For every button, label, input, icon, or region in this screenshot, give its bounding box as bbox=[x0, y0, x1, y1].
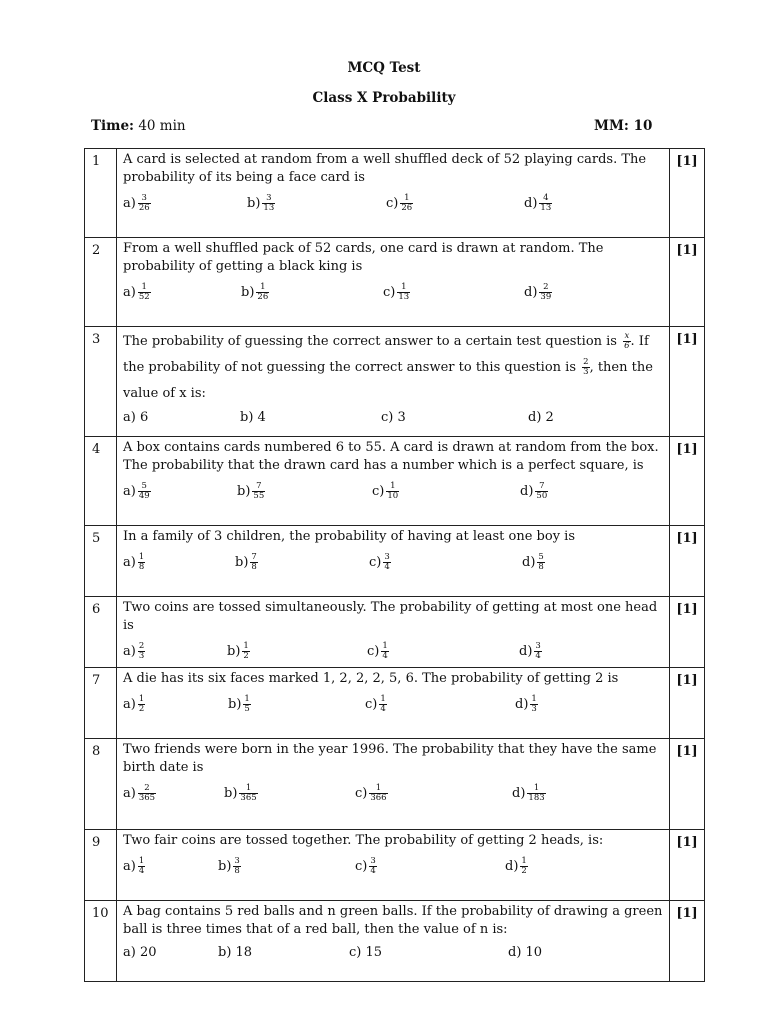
option-list bbox=[123, 546, 663, 578]
fraction: $\frac{1}{26}$ bbox=[257, 282, 269, 302]
question-number: 1 bbox=[85, 149, 117, 238]
time-info bbox=[91, 118, 186, 134]
page-subtitle: Class X Probability bbox=[312, 90, 456, 106]
option-d[interactable]: d) 10 bbox=[508, 945, 543, 960]
fraction: $\frac{2}{39}$ bbox=[540, 282, 552, 302]
option-c[interactable]: c) 3 bbox=[381, 410, 406, 425]
option-b[interactable]: b) $\frac{7}{55}$ bbox=[237, 481, 265, 501]
option-d[interactable]: d) $\frac{1}{183}$ bbox=[512, 783, 545, 803]
question-marks: [1] bbox=[670, 901, 705, 982]
question-row bbox=[85, 668, 705, 739]
fraction: $\frac{1}{4}$ bbox=[138, 856, 145, 876]
fraction: $\frac{1}{366}$ bbox=[370, 783, 387, 803]
option-d[interactable]: d) $\frac{2}{39}$ bbox=[524, 282, 552, 302]
question-marks: [1] bbox=[670, 830, 705, 901]
fraction: $\frac{1}{4}$ bbox=[382, 641, 388, 661]
option-d[interactable]: d) $\frac{1}{3}$ bbox=[515, 694, 537, 714]
option-a[interactable]: a) $\frac{1}{2}$ bbox=[123, 694, 145, 714]
question-row bbox=[85, 526, 705, 597]
option-c[interactable]: c) $\frac{3}{4}$ bbox=[369, 552, 390, 572]
option-c[interactable]: c) 15 bbox=[349, 945, 383, 960]
fraction: $\frac{1}{8}$ bbox=[138, 552, 145, 572]
question-number: 4 bbox=[85, 437, 117, 526]
fraction: $\frac{3}{26}$ bbox=[138, 193, 150, 213]
fraction: $\frac{1}{3}$ bbox=[531, 694, 537, 714]
fraction: $\frac{2}{3}$ bbox=[583, 357, 589, 377]
max-marks: MM: 10 bbox=[594, 118, 653, 134]
option-d[interactable]: d) $\frac{5}{8}$ bbox=[522, 552, 544, 572]
fraction: $\frac{1}{365}$ bbox=[240, 783, 257, 803]
question-marks: [1] bbox=[670, 327, 705, 437]
question-marks: [1] bbox=[670, 597, 705, 668]
question-number: 7 bbox=[85, 668, 117, 739]
fraction: $\frac{4}{13}$ bbox=[540, 193, 552, 213]
question-text: A card is selected at random from a well shuffled deck of 52 playing cards. The probability of its being a face card is bbox=[123, 152, 647, 185]
fraction: $\frac{3}{13}$ bbox=[263, 193, 275, 213]
option-c[interactable]: c) $\frac{3}{4}$ bbox=[355, 856, 376, 876]
fraction: $\frac{3}{8}$ bbox=[234, 856, 240, 876]
question-text: Two fair coins are tossed together. The probability of getting 2 heads, is: bbox=[123, 833, 604, 848]
option-a[interactable]: a) 6 bbox=[123, 410, 149, 425]
option-a[interactable]: a) $\frac{1}{52}$ bbox=[123, 282, 150, 302]
question-marks: [1] bbox=[670, 526, 705, 597]
option-d[interactable]: d) $\frac{3}{4}$ bbox=[519, 641, 541, 661]
question-text: In a family of 3 children, the probability of having at least one boy is bbox=[123, 529, 576, 544]
option-a[interactable]: a) $\frac{3}{26}$ bbox=[123, 193, 150, 213]
option-a[interactable]: a) $\frac{5}{49}$ bbox=[123, 481, 150, 501]
question-row bbox=[85, 238, 705, 327]
option-a[interactable]: a) 20 bbox=[123, 945, 157, 960]
question-row bbox=[85, 830, 705, 901]
fraction: $\frac{1}{2}$ bbox=[521, 856, 527, 876]
fraction: $\frac{3}{4}$ bbox=[384, 552, 390, 572]
option-d[interactable]: d) $\frac{7}{50}$ bbox=[520, 481, 548, 501]
fraction: $\frac{1}{13}$ bbox=[398, 282, 410, 302]
option-c[interactable]: c) $\frac{1}{10}$ bbox=[372, 481, 399, 501]
question-number: 5 bbox=[85, 526, 117, 597]
question-number: 6 bbox=[85, 597, 117, 668]
question-text: A bag contains 5 red balls and n green balls. If the probability of drawing a green ball is three times that of a red ball, then the value of n is: bbox=[123, 904, 663, 937]
option-d[interactable]: d) $\frac{1}{2}$ bbox=[505, 856, 527, 876]
option-list bbox=[123, 939, 663, 965]
option-list bbox=[123, 407, 663, 431]
fraction: $\frac{1}{183}$ bbox=[528, 783, 545, 803]
question-marks: [1] bbox=[670, 668, 705, 739]
question-text: A box contains cards numbered 6 to 55. A card is drawn at random from the box. The probability that the drawn card has a number which is a perfect square, is bbox=[123, 440, 659, 473]
option-a[interactable]: a) $\frac{2}{3}$ bbox=[123, 641, 145, 661]
option-b[interactable]: b) 4 bbox=[240, 410, 266, 425]
option-list bbox=[123, 187, 663, 219]
option-c[interactable]: c) $\frac{1}{4}$ bbox=[365, 694, 386, 714]
question-number: 8 bbox=[85, 739, 117, 830]
fraction: $\frac{7}{50}$ bbox=[536, 481, 548, 501]
option-d[interactable]: d) $\frac{4}{13}$ bbox=[524, 193, 552, 213]
question-number: 10 bbox=[85, 901, 117, 982]
option-a[interactable]: a) $\frac{2}{365}$ bbox=[123, 783, 156, 803]
question-marks: [1] bbox=[670, 149, 705, 238]
option-c[interactable]: c) $\frac{1}{13}$ bbox=[383, 282, 410, 302]
option-list bbox=[123, 688, 663, 720]
option-b[interactable]: b) $\frac{3}{13}$ bbox=[247, 193, 275, 213]
option-c[interactable]: c) $\frac{1}{4}$ bbox=[367, 641, 388, 661]
fraction: $\frac{1}{52}$ bbox=[138, 282, 150, 302]
fraction: $\frac{7}{8}$ bbox=[251, 552, 257, 572]
fraction: $\frac{x}{6}$ bbox=[624, 331, 630, 351]
option-b[interactable]: b) 18 bbox=[218, 945, 253, 960]
question-number: 3 bbox=[85, 327, 117, 437]
option-b[interactable]: b) $\frac{3}{8}$ bbox=[218, 856, 240, 876]
option-c[interactable]: c) $\frac{1}{26}$ bbox=[386, 193, 413, 213]
option-a[interactable]: a) $\frac{1}{4}$ bbox=[123, 856, 145, 876]
fraction: $\frac{5}{49}$ bbox=[138, 481, 150, 501]
question-number: 9 bbox=[85, 830, 117, 901]
question-marks: [1] bbox=[670, 437, 705, 526]
question-text: The probability of guessing the correct answer to a certain test question is $\frac{x}{6}$ . If the probability of not guessing the correct answer to this question is $\frac{2}{3}$ , then the value of x is: bbox=[123, 331, 653, 401]
fraction: $\frac{5}{8}$ bbox=[538, 552, 544, 572]
fraction: $\frac{1}{5}$ bbox=[244, 694, 250, 714]
option-b[interactable]: b) $\frac{1}{365}$ bbox=[224, 783, 257, 803]
question-text: Two friends were born in the year 1996. The probability that they have the same birth date is bbox=[123, 742, 657, 775]
question-row bbox=[85, 901, 705, 982]
question-row bbox=[85, 597, 705, 668]
option-a[interactable]: a) $\frac{1}{8}$ bbox=[123, 552, 145, 572]
question-row bbox=[85, 149, 705, 238]
question-text: From a well shuffled pack of 52 cards, one card is drawn at random. The probability of getting a black king is bbox=[123, 241, 604, 274]
option-list bbox=[123, 850, 663, 882]
question-marks: [1] bbox=[670, 739, 705, 830]
option-list bbox=[123, 635, 663, 667]
fraction: $\frac{1}{4}$ bbox=[380, 694, 386, 714]
fraction: $\frac{1}{26}$ bbox=[401, 193, 413, 213]
option-d[interactable]: d) 2 bbox=[528, 410, 554, 425]
question-marks: [1] bbox=[670, 238, 705, 327]
option-c[interactable]: c) $\frac{1}{366}$ bbox=[355, 783, 387, 803]
time-label: Time: bbox=[91, 118, 135, 134]
question-row bbox=[85, 437, 705, 526]
fraction: $\frac{1}{2}$ bbox=[243, 641, 249, 661]
option-list bbox=[123, 475, 663, 507]
fraction: $\frac{1}{2}$ bbox=[138, 694, 145, 714]
fraction: $\frac{7}{55}$ bbox=[253, 481, 265, 501]
option-b[interactable]: b) $\frac{7}{8}$ bbox=[235, 552, 257, 572]
question-text: Two coins are tossed simultaneously. The probability of getting at most one head is bbox=[123, 600, 658, 633]
option-b[interactable]: b) $\frac{1}{26}$ bbox=[241, 282, 269, 302]
question-table bbox=[84, 148, 705, 982]
fraction: $\frac{2}{365}$ bbox=[138, 783, 156, 803]
question-text: A die has its six faces marked 1, 2, 2, 2, 5, 6. The probability of getting 2 is bbox=[123, 671, 619, 686]
question-number: 2 bbox=[85, 238, 117, 327]
option-list bbox=[123, 276, 663, 308]
fraction: $\frac{3}{4}$ bbox=[370, 856, 376, 876]
option-list bbox=[123, 777, 663, 809]
fraction: $\frac{2}{3}$ bbox=[138, 641, 145, 661]
time-value: 40 min bbox=[138, 118, 186, 134]
question-row bbox=[85, 739, 705, 830]
option-b[interactable]: b) $\frac{1}{2}$ bbox=[227, 641, 249, 661]
fraction: $\frac{1}{10}$ bbox=[387, 481, 399, 501]
question-row bbox=[85, 327, 705, 437]
fraction: $\frac{3}{4}$ bbox=[535, 641, 541, 661]
page-title: MCQ Test bbox=[347, 60, 421, 76]
option-b[interactable]: b) $\frac{1}{5}$ bbox=[228, 694, 250, 714]
